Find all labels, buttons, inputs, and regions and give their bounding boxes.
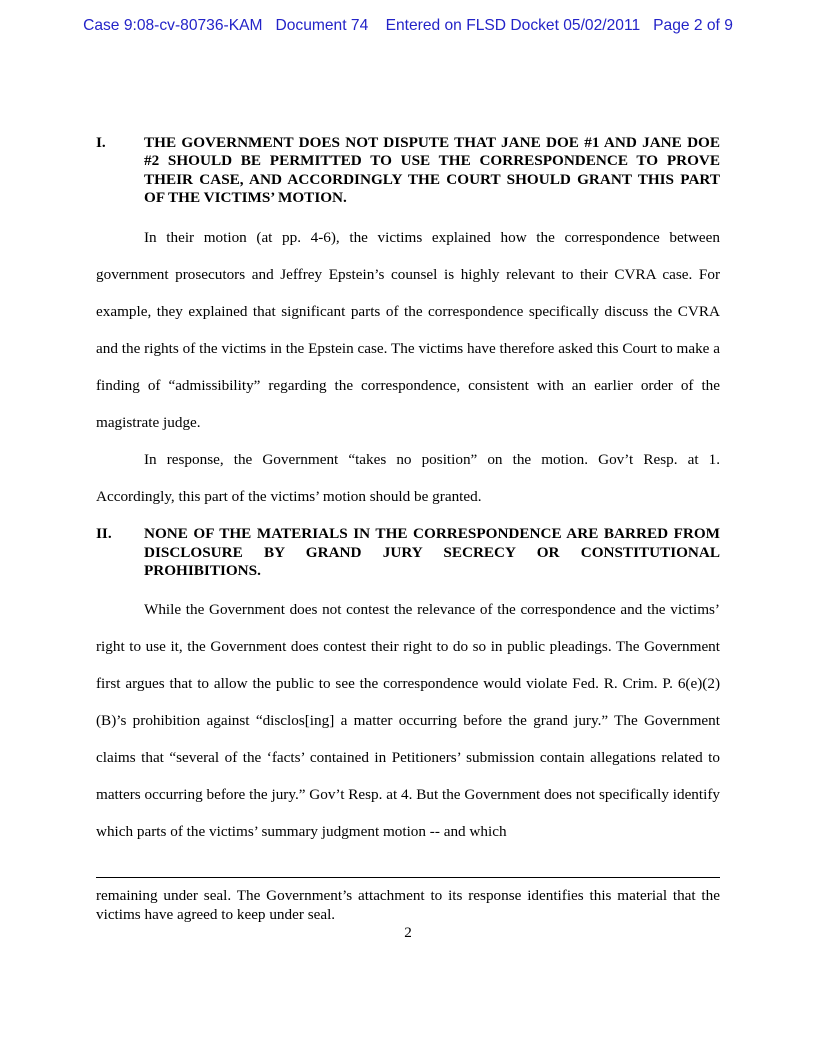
footnote: remaining under seal. The Government’s attachment to its response identifies this material that the victims have agreed to keep under seal.	[96, 887, 720, 923]
paragraph: In their motion (at pp. 4-6), the victims explained how the correspondence between government prosecutors and Jeffrey Epstein’s counsel is highly relevant to their CVRA case. For example, they explained that significant parts of the correspondence specifically discuss the CVRA and the rights of the victims in the Epstein case. The victims have therefore asked this Court to make a finding of “admissibility” regarding the correspondence, consistent with an earlier order of the magistrate judge.	[96, 229, 720, 431]
section-number: II.	[96, 525, 112, 543]
paragraph: While the Government does not contest the relevance of the correspondence and the victims’ right to use it, the Government does contest their right to do so in public pleadings. The Government first argues that to allow the public to see the correspondence would violate Fed. R. Crim. P. 6(e)(2)(B)’s prohibition against “disclos[ing] a matter occurring before the grand jury.” The Government claims that “several of the ‘facts’ contained in Petitioners’ submission contain allegations related to matters occurring before the jury.” Gov’t Resp. at 4. But the Government does not specifically identify which parts of the victims’ summary judgment motion -- and which	[96, 601, 720, 840]
page-number: 2	[404, 924, 412, 941]
footnote-divider	[96, 877, 720, 878]
section-title: NONE OF THE MATERIALS IN THE CORRESPONDENCE ARE BARRED FROM DISCLOSURE BY GRAND JURY SECRECY OR CONSTITUTIONAL PROHIBITIONS.	[144, 525, 720, 580]
section-number: I.	[96, 134, 106, 151]
document-body	[96, 134, 720, 851]
section-heading-2	[96, 525, 720, 580]
section-heading-1	[96, 134, 720, 207]
paragraph: In response, the Government “takes no position” on the motion. Gov’t Resp. at 1. Accordingly, this part of the victims’ motion should be granted.	[96, 450, 720, 505]
section-title: THE GOVERNMENT DOES NOT DISPUTE THAT JANE DOE #1 AND JANE DOE #2 SHOULD BE PERMITTED TO USE THE CORRESPONDENCE TO PROVE THEIR CASE, AND ACCORDINGLY THE COURT SHOULD GRANT THIS PART OF THE VICTIMS’ MOTION.	[144, 134, 720, 206]
docket-header: Case 9:08-cv-80736-KAM Document 74 Entered on FLSD Docket 05/02/2011 Page 2 of 9	[83, 17, 733, 34]
